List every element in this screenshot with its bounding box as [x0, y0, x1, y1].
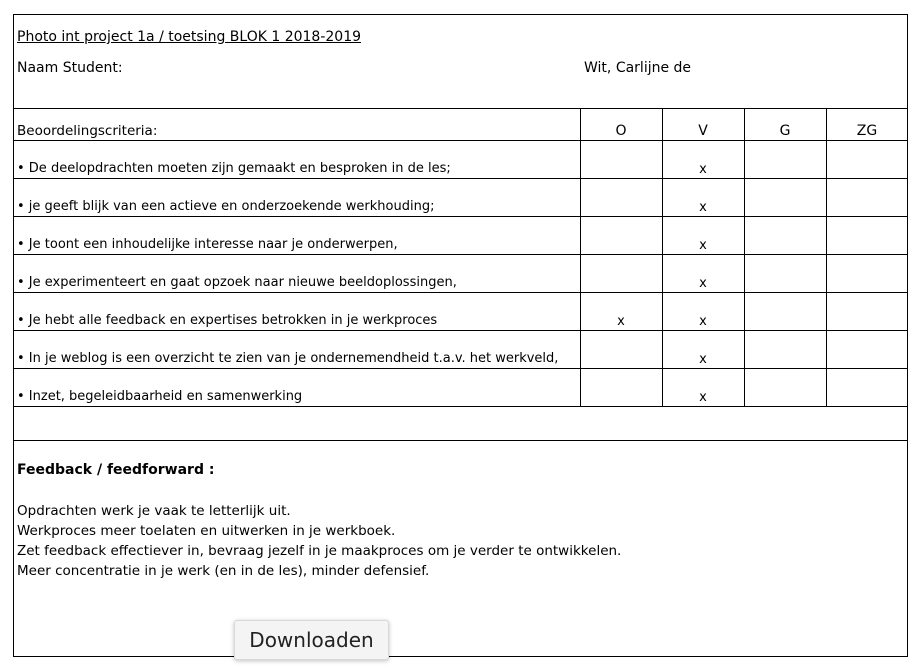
- column-header-v: V: [698, 123, 708, 139]
- table-header-divider: [14, 140, 907, 141]
- feedback-title: Feedback / feedforward :: [17, 462, 215, 478]
- column-header-o: O: [615, 123, 627, 139]
- row-divider: [14, 368, 907, 369]
- table-top-border: [14, 108, 907, 109]
- criterion-text: • De deelopdrachten moeten zijn gemaakt en besproken in de les;: [17, 161, 451, 176]
- document-title: Photo int project 1a / toetsing BLOK 1 2018-2019: [17, 29, 362, 45]
- column-header-g: G: [779, 123, 791, 139]
- criterion-text: • je geeft blijk van een actieve en onderzoekende werkhouding;: [17, 199, 435, 214]
- feedback-line: Zet feedback effectiever in, bevraag jezelf in je maakproces om je verder te ontwikkelen.: [17, 543, 622, 559]
- mark-v: x: [699, 162, 707, 177]
- student-label: Naam Student:: [17, 60, 123, 76]
- row-divider: [14, 254, 907, 255]
- mark-v: x: [699, 352, 707, 367]
- feedback-line: Meer concentratie in je werk (en in de les), minder defensief.: [17, 563, 430, 579]
- mark-o: x: [617, 314, 625, 329]
- mark-v: x: [699, 314, 707, 329]
- column-header-zg: ZG: [856, 123, 878, 139]
- criterion-text: • In je weblog is een overzicht te zien van je ondernemendheid t.a.v. het werkveld,: [17, 351, 559, 366]
- row-divider: [14, 178, 907, 179]
- criterion-text: • Inzet, begeleidbaarheid en samenwerking: [17, 389, 303, 404]
- criteria-header: Beoordelingscriteria:: [17, 123, 158, 139]
- assessment-sheet: [13, 14, 908, 657]
- row-divider: [14, 216, 907, 217]
- criterion-text: • Je toont een inhoudelijke interesse naar je onderwerpen,: [17, 237, 398, 252]
- table-bottom-border: [14, 406, 907, 407]
- mark-v: x: [699, 200, 707, 215]
- mark-v: x: [699, 390, 707, 405]
- feedback-line: Opdrachten werk je vaak te letterlijk uit.: [17, 503, 291, 519]
- row-divider: [14, 292, 907, 293]
- criterion-text: • Je experimenteert en gaat opzoek naar nieuwe beeldoplossingen,: [17, 275, 457, 290]
- mark-v: x: [699, 238, 707, 253]
- download-button[interactable]: Downloaden: [234, 620, 389, 660]
- row-divider: [14, 330, 907, 331]
- column-divider: [744, 108, 745, 406]
- mark-v: x: [699, 276, 707, 291]
- column-divider: [580, 108, 581, 406]
- feedback-line: Werkproces meer toelaten en uitwerken in je werkboek.: [17, 523, 396, 539]
- feedback-top-border: [14, 440, 907, 441]
- column-divider: [826, 108, 827, 406]
- student-name: Wit, Carlijne de: [584, 60, 692, 76]
- criterion-text: • Je hebt alle feedback en expertises betrokken in je werkproces: [17, 313, 438, 328]
